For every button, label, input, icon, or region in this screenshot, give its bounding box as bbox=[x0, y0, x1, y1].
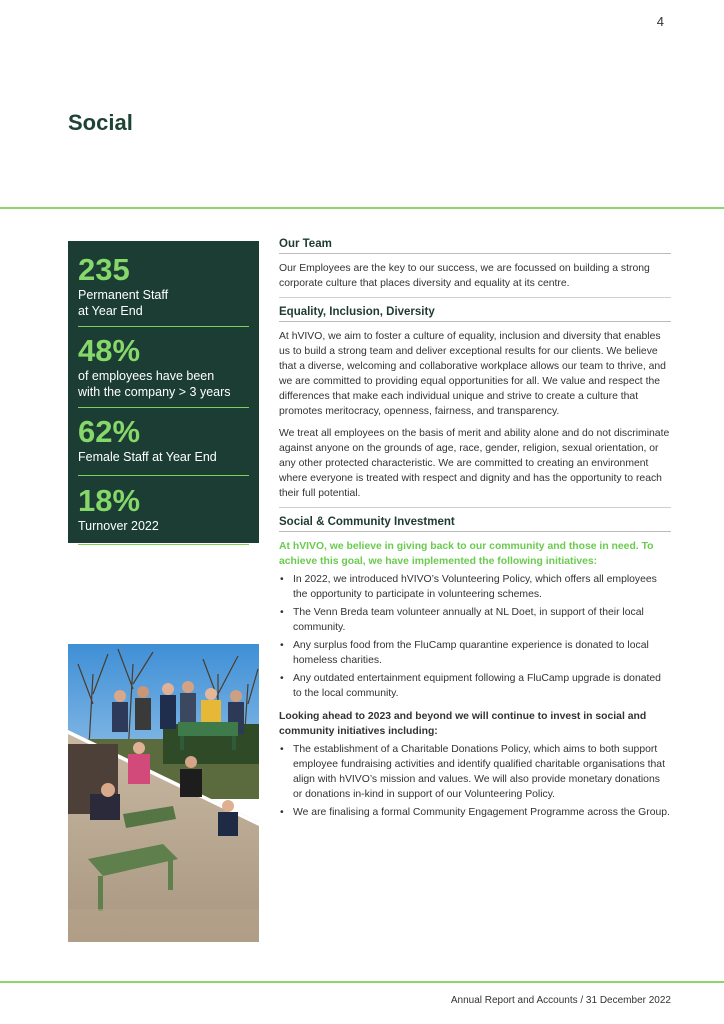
list-item: • The establishment of a Charitable Donations Policy, which aims to both support employee fundraising activities and identify qualified charitable organisations that align with hVIVO’s mission and values. We will also provide monetary donations or donations in-kind in support of our Volunteering Policy. bbox=[279, 742, 671, 802]
community-lead: At hVIVO, we believe in giving back to our community and those in need. To achieve this goal, we have implemented the following initiatives: bbox=[279, 541, 654, 567]
section-divider bbox=[279, 507, 671, 508]
list-item: • Any surplus food from the FluCamp quarantine experience is donated to local homeless charities. bbox=[279, 638, 671, 668]
our-team-text: Our Employees are the key to our success, we are focussed on building a strong corporate culture that places diversity and equality at its centre. bbox=[279, 263, 650, 289]
stats-panel bbox=[68, 241, 259, 543]
edi-paragraph-1: At hVIVO, we aim to foster a culture of equality, inclusion and diversity that enables us to build a strong team and deliver exceptional results for our clients. We believe that a diverse, welcoming and collaborative workplace allows our team to thrive, and we are committed to providing equal opportunities for all. We value and respect the differences that make each individual unique and strive to create a culture that promotes meritocracy, openness, fairness, and transparency. bbox=[279, 331, 666, 417]
community-heading: Social & Community Investment bbox=[279, 516, 671, 532]
page-title: Social bbox=[68, 110, 133, 135]
future-lead: Looking ahead to 2023 and beyond we will continue to invest in social and community initiatives including: bbox=[279, 711, 647, 737]
list-item: • The Venn Breda team volunteer annually at NL Doet, in support of their local community. bbox=[279, 605, 671, 635]
stat-value: 235 bbox=[78, 252, 130, 287]
main-content bbox=[279, 238, 671, 823]
stat-tenure bbox=[78, 334, 249, 408]
stat-value: 18% bbox=[78, 483, 141, 518]
list-item: • In 2022, we introduced hVIVO’s Volunteering Policy, which offers all employees the opportunity to participate in volunteering schemes. bbox=[279, 572, 671, 602]
list-item: • Any outdated entertainment equipment following a FluCamp upgrade is donated to the local community. bbox=[279, 671, 671, 701]
photo-collage-image bbox=[68, 644, 259, 942]
stat-permanent-staff bbox=[78, 253, 249, 327]
initiatives-list bbox=[279, 572, 671, 701]
stat-label: at Year End bbox=[78, 304, 143, 318]
stat-label: with the company > 3 years bbox=[78, 385, 231, 399]
stat-label: Female Staff at Year End bbox=[78, 450, 217, 464]
stat-label: Turnover 2022 bbox=[78, 519, 159, 533]
stat-label: of employees have been bbox=[78, 369, 215, 383]
stat-female-staff bbox=[78, 415, 249, 476]
edi-paragraph-2: We treat all employees on the basis of merit and ability alone and do not discriminate against anyone on the grounds of age, race, gender, religion, sexual orientation, or any other protected characteristic. We are committed to creating an environment where everyone is treated with respect and dignity and has the opportunity to reach their full potential. bbox=[279, 428, 670, 499]
stat-turnover bbox=[78, 484, 249, 545]
list-item: • We are finalising a formal Community Engagement Programme across the Group. bbox=[279, 805, 671, 820]
edi-heading: Equality, Inclusion, Diversity bbox=[279, 306, 671, 322]
volunteering-photo bbox=[68, 644, 259, 942]
future-initiatives-list bbox=[279, 742, 671, 820]
stat-label: Permanent Staff bbox=[78, 288, 169, 302]
footer-text: Annual Report and Accounts / 31 December 2022 bbox=[450, 995, 671, 1006]
page-number: 4 bbox=[656, 14, 664, 29]
section-divider bbox=[279, 297, 671, 298]
stat-value: 62% bbox=[78, 414, 141, 449]
bottom-divider bbox=[0, 981, 724, 983]
our-team-heading: Our Team bbox=[279, 238, 671, 254]
stat-value: 48% bbox=[78, 333, 141, 368]
top-divider bbox=[0, 207, 724, 209]
